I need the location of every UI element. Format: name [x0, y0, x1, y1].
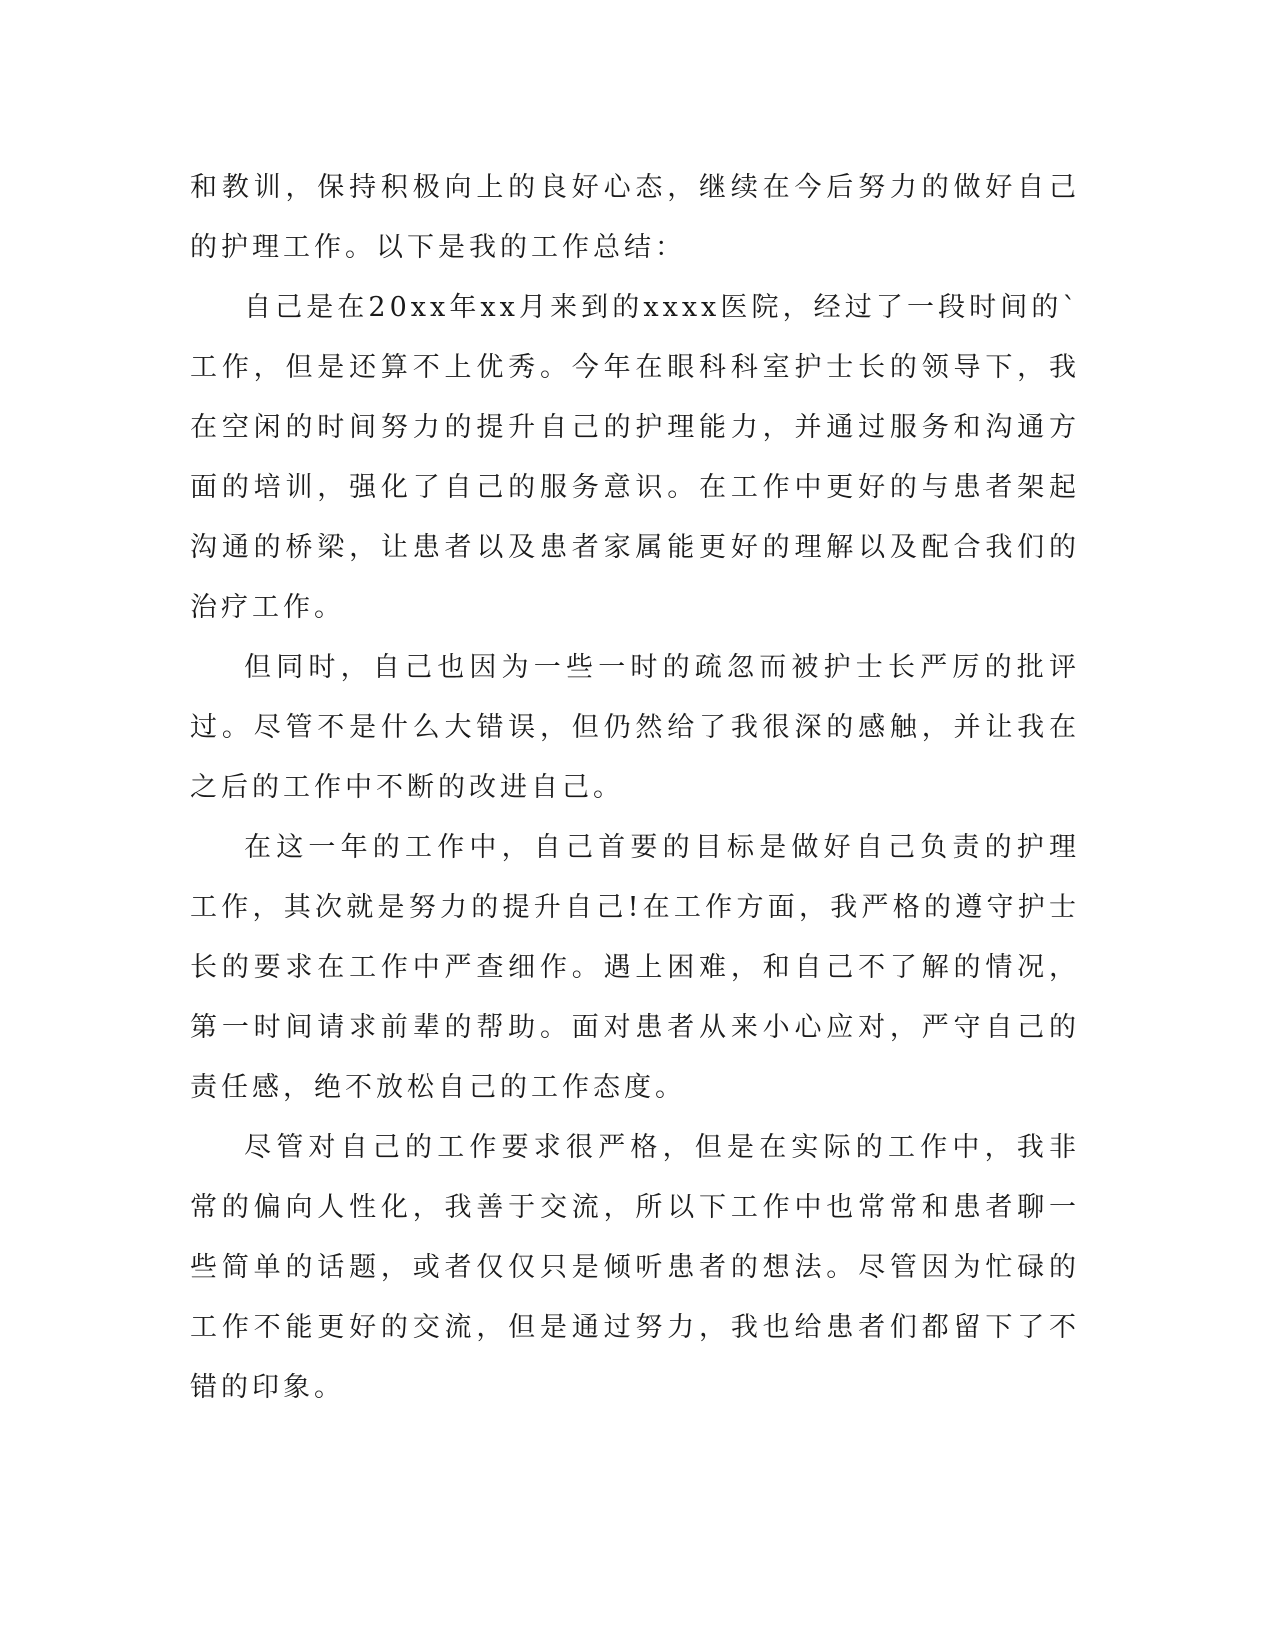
paragraph-4: 在这一年的工作中，自己首要的目标是做好自己负责的护理工作，其次就是努力的提升自己!在工作方面，我严格的遵守护士长的要求在工作中严查细作。遇上困难，和自己不了解的情况，第一时间请求前辈的帮助。面对患者从来小心应对，严守自己的责任感，绝不放松自己的工作态度。: [190, 832, 1080, 1103]
paragraph-3: 但同时，自己也因为一些一时的疏忽而被护士长严厉的批评过。尽管不是什么大错误，但仍然给了我很深的感触，并让我在之后的工作中不断的改进自己。: [190, 652, 1080, 803]
paragraph-5: 尽管对自己的工作要求很严格，但是在实际的工作中，我非常的偏向人性化，我善于交流，所以下工作中也常常和患者聊一些简单的话题，或者仅仅只是倾听患者的想法。尽管因为忙碌的工作不能更好的交流，但是通过努力，我也给患者们都留下了不错的印象。: [190, 1132, 1080, 1403]
paragraph-1: 和教训，保持积极向上的良好心态，继续在今后努力的做好自己的护理工作。以下是我的工作总结：: [190, 172, 1080, 263]
document-body: [190, 158, 1080, 1418]
paragraph-2: 自己是在20xx年xx月来到的xxxx医院，经过了一段时间的`工作，但是还算不上优秀。今年在眼科科室护士长的领导下，我在空闲的时间努力的提升自己的护理能力，并通过服务和沟通方面的培训，强化了自己的服务意识。在工作中更好的与患者架起沟通的桥梁，让患者以及患者家属能更好的理解以及配合我们的治疗工作。: [190, 292, 1080, 623]
